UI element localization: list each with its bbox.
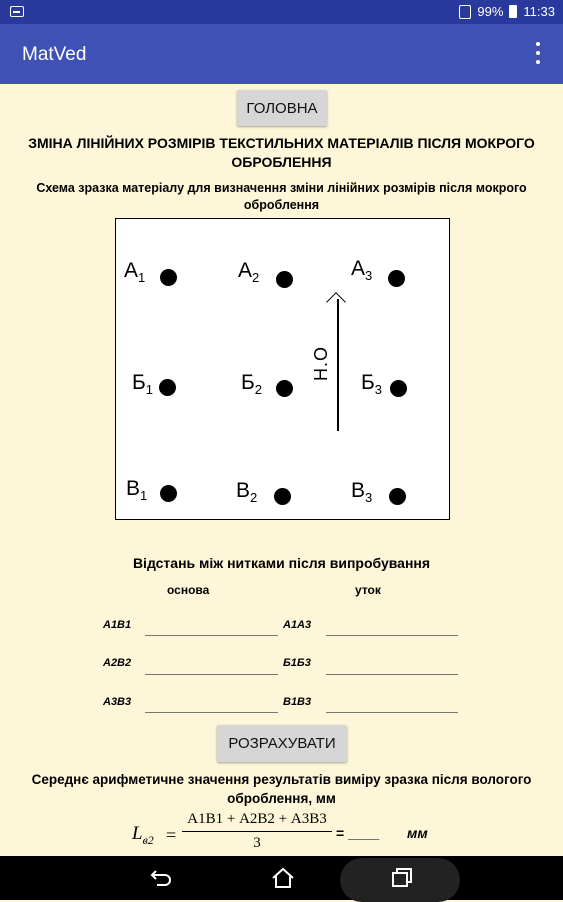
point-label-b3: $Б_3$ [361, 371, 383, 398]
formula-lhs: $L_{в2}$ [132, 823, 154, 847]
recents-icon[interactable] [388, 866, 414, 890]
system-nav-bar [0, 856, 563, 900]
arrow-head-icon [326, 292, 346, 312]
point-b3 [390, 380, 407, 397]
input-a2b2[interactable] [145, 674, 278, 675]
field-label-a3b3: А3В3 [103, 696, 132, 708]
input-b1b3[interactable] [326, 674, 458, 675]
column-utok: уток [355, 583, 381, 597]
sim-icon [459, 5, 471, 19]
formula-denominator: 3 [253, 835, 261, 851]
app-bar [0, 24, 563, 84]
formula [132, 811, 432, 861]
fraction-bar [182, 831, 332, 832]
sample-scheme [115, 218, 450, 520]
column-osnova: основа [167, 583, 210, 597]
point-label-v3: $В_3$ [351, 479, 373, 506]
distance-heading: Відстань між нитками після випробування [132, 555, 431, 571]
content-scroll[interactable] [0, 84, 563, 856]
point-b2 [276, 380, 293, 397]
back-icon[interactable] [148, 866, 174, 890]
home-button[interactable]: ГОЛОВНА [237, 90, 327, 126]
status-right [459, 4, 555, 19]
point-a3 [388, 270, 405, 287]
warp-direction-label: Н.О [311, 345, 332, 382]
input-a1a3[interactable] [326, 635, 458, 636]
input-a1b1[interactable] [145, 635, 278, 636]
point-label-b2: $Б_2$ [241, 371, 263, 398]
formula-result-blank[interactable]: = ____ [336, 825, 380, 841]
input-a3b3[interactable] [145, 712, 278, 713]
notification-icon [10, 6, 24, 17]
point-b1 [159, 379, 176, 396]
point-label-a3: $А_3$ [351, 257, 373, 284]
field-label-v1v3: В1В3 [283, 696, 312, 708]
formula-numerator: А1В1 + А2В2 + А3В3 [187, 811, 327, 827]
page-title: ЗМІНА ЛІНІЙНИХ РОЗМІРІВ ТЕКСТИЛЬНИХ МАТЕРІАЛІВ ПІСЛЯ МОКРОГО ОБРОБЛЕННЯ [28, 135, 535, 170]
formula-equals: = [166, 825, 177, 845]
more-vert-icon[interactable] [535, 42, 541, 64]
point-a1 [160, 269, 177, 286]
battery-icon [509, 5, 517, 18]
point-v2 [274, 488, 291, 505]
point-a2 [276, 271, 293, 288]
scheme-caption: Схема зразка матеріалу для визначення зміни лінійних розмірів після мокрого оброблення [36, 181, 527, 212]
point-label-b1: $Б_1$ [132, 371, 154, 398]
field-label-a1a3: А1А3 [283, 619, 312, 631]
home-icon[interactable] [270, 866, 296, 890]
point-label-v1: $В_1$ [126, 477, 148, 504]
point-v1 [160, 485, 177, 502]
formula-unit: мм [407, 825, 428, 841]
point-label-v2: $В_2$ [236, 479, 258, 506]
point-label-a2: $А_2$ [238, 259, 260, 286]
result-heading: Середнє арифметичне значення результатів виміру зразка після вологого оброблення, мм [31, 772, 532, 806]
calculate-button[interactable]: РОЗРАХУВАТИ [217, 725, 347, 762]
battery-percent: 99% [477, 4, 504, 19]
field-label-a2b2: А2В2 [103, 657, 132, 669]
status-bar [0, 0, 563, 24]
field-label-a1b1: А1В1 [103, 619, 132, 631]
field-label-b1b3: Б1Б3 [283, 657, 311, 669]
point-label-a1: $А_1$ [124, 259, 146, 286]
input-v1v3[interactable] [326, 712, 458, 713]
warp-direction-arrow [337, 299, 339, 431]
clock: 11:33 [523, 4, 555, 19]
point-v3 [389, 488, 406, 505]
app-title: MatVed [22, 44, 87, 65]
